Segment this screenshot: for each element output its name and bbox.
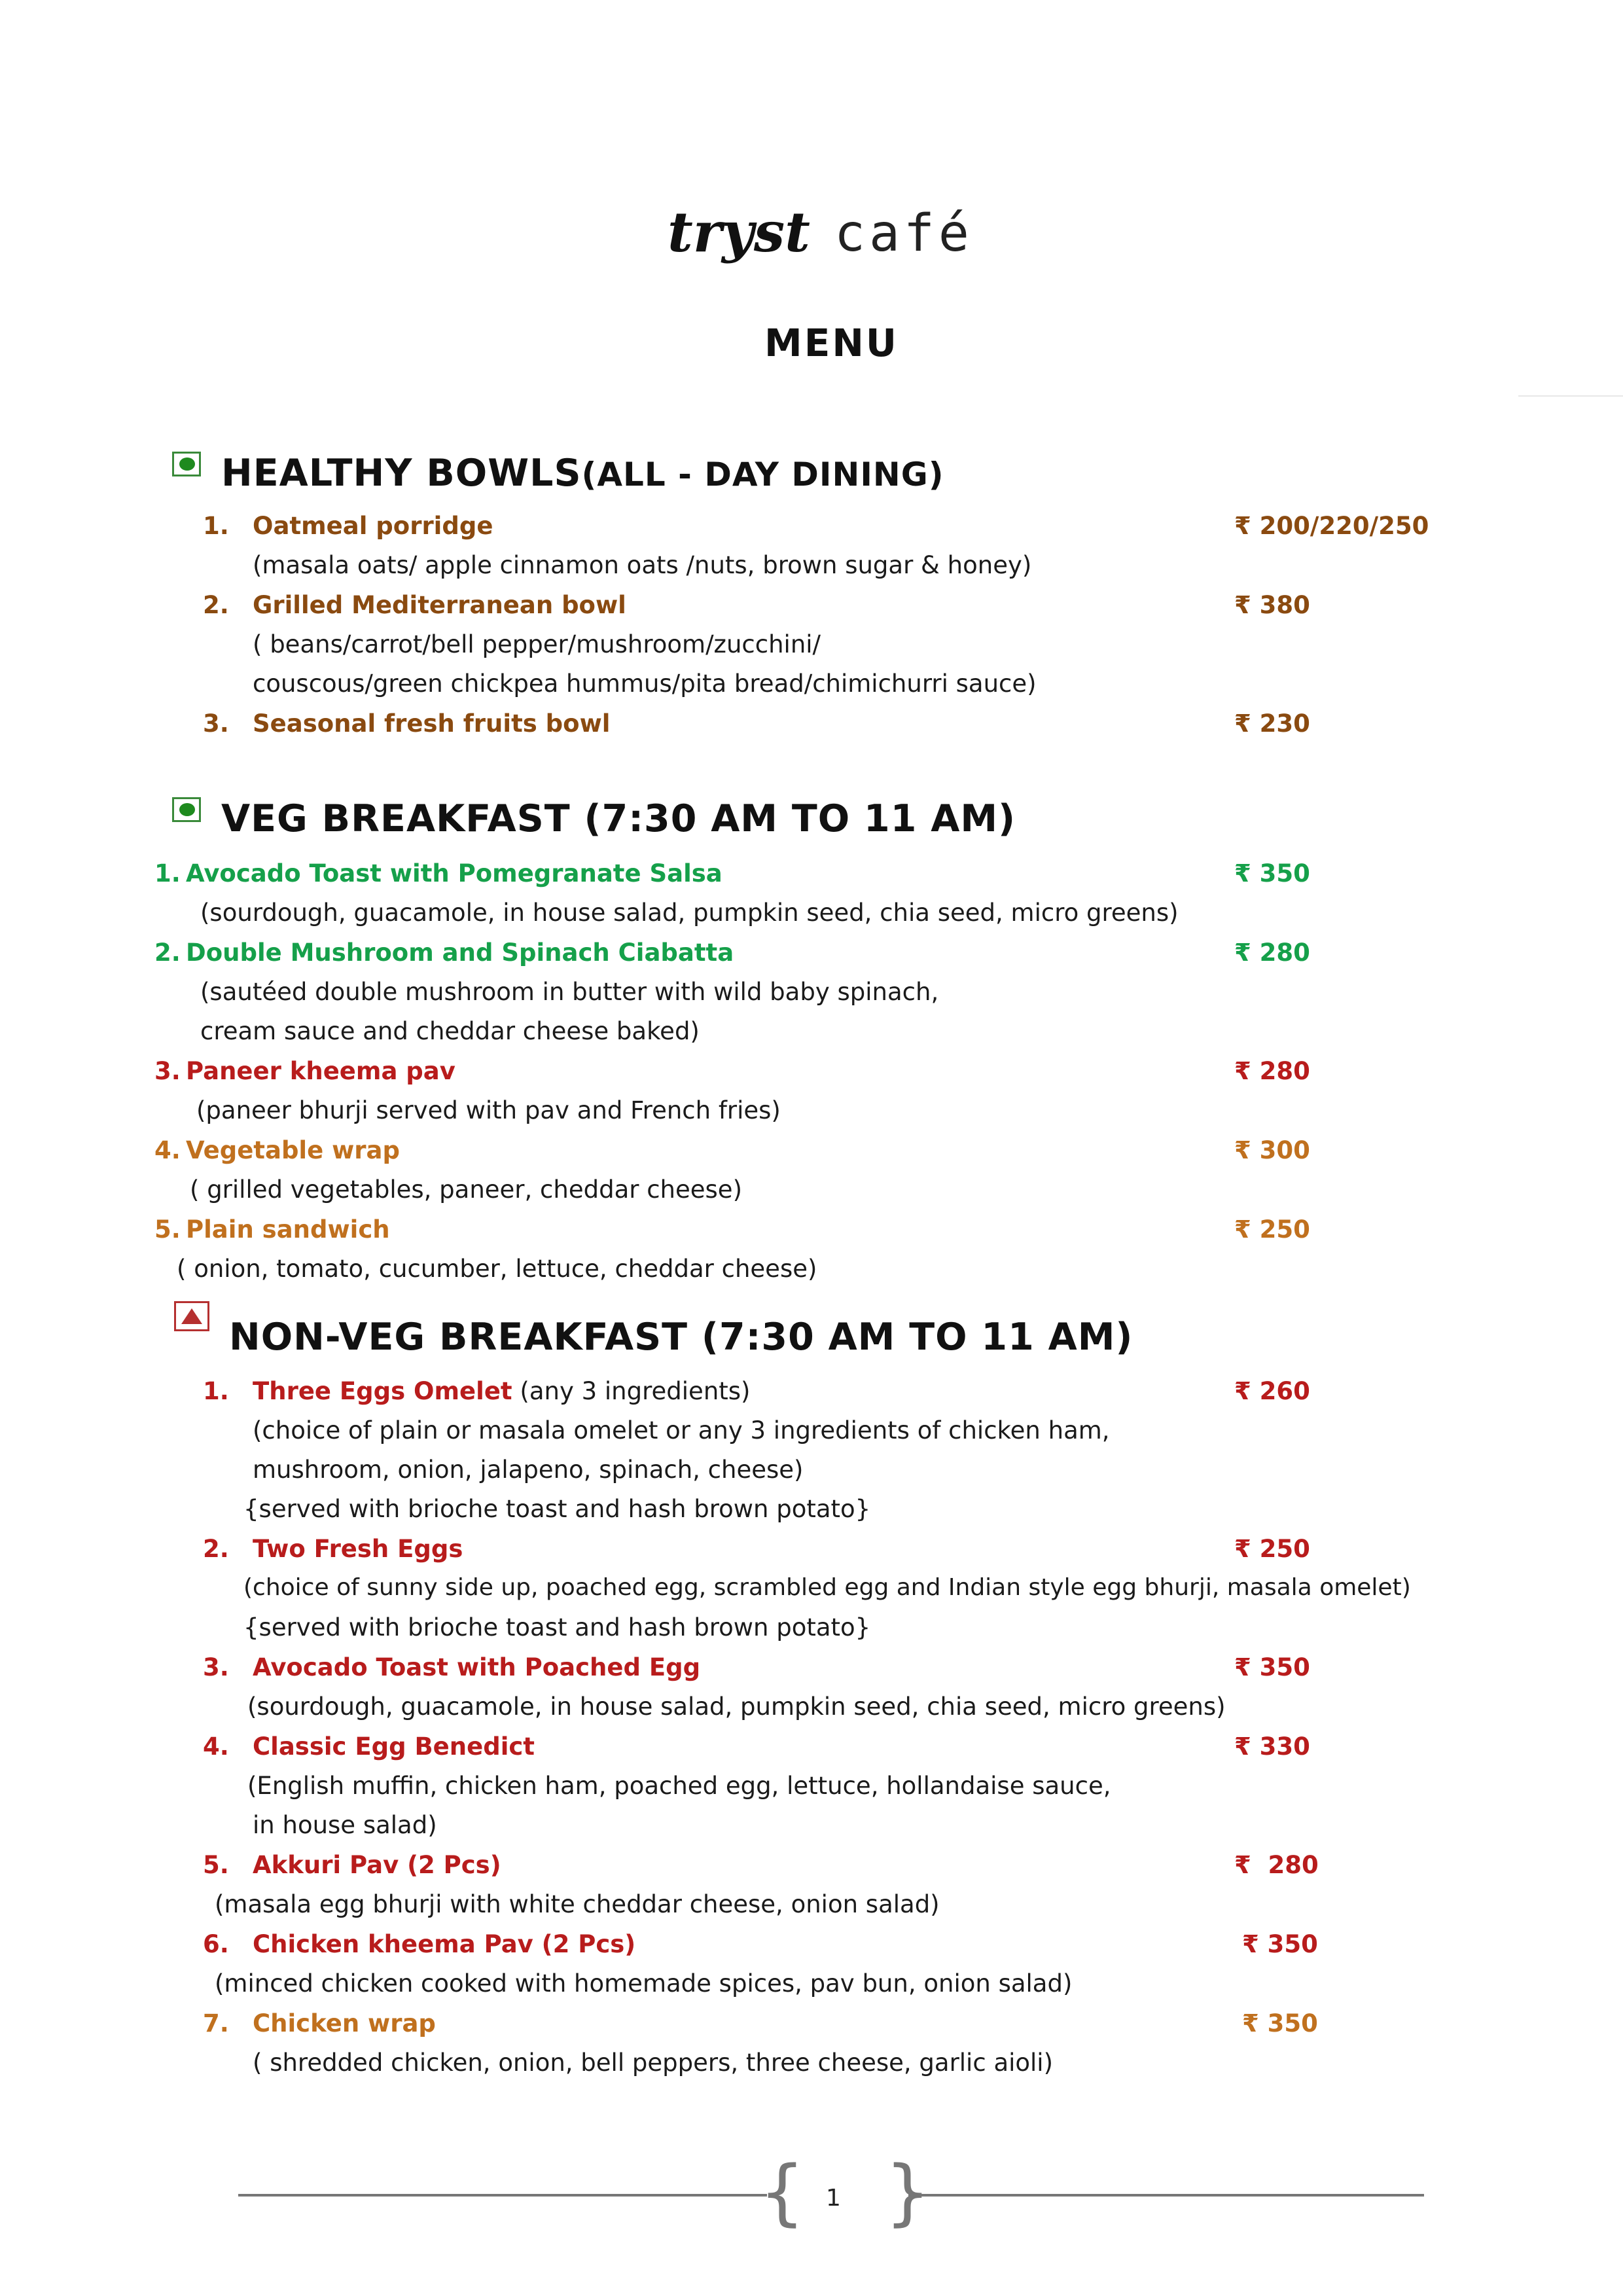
item-price: ₹ 200/220/250 [1234, 512, 1429, 540]
item-name: Grilled Mediterranean bowl [253, 591, 626, 619]
veg-symbol-icon [172, 452, 201, 476]
section-title-healthy-bowls [221, 452, 944, 495]
item-price: ₹ 350 [1234, 1653, 1310, 1681]
item-number: 5. [154, 1215, 181, 1244]
item-description: ( grilled vegetables, paneer, cheddar cheese) [190, 1175, 743, 1204]
item-number: 1. [154, 859, 181, 888]
item-description: in house salad) [253, 1811, 437, 1839]
item-price: ₹ 350 [1234, 859, 1310, 888]
item-description: ( shredded chicken, onion, bell peppers, three cheese, garlic aioli) [253, 2049, 1054, 2077]
brand-name-mono: café [834, 204, 973, 263]
item-number: 1. [203, 512, 229, 540]
item-price: ₹ 380 [1234, 591, 1310, 619]
menu-title: MENU [764, 321, 899, 365]
non-veg-symbol-icon [174, 1301, 209, 1331]
item-price: ₹ 250 [1234, 1215, 1310, 1244]
section-title-veg-breakfast: VEG BREAKFAST (7:30 AM TO 11 AM) [221, 797, 1016, 840]
item-name: Akkuri Pav (2 Pcs) [253, 1851, 501, 1879]
item-description: (English muffin, chicken ham, poached egg, lettuce, hollandaise sauce, [247, 1772, 1111, 1800]
item-number: 2. [203, 591, 229, 619]
item-price: ₹ 300 [1234, 1136, 1310, 1164]
item-number: 3. [203, 1653, 229, 1681]
item-description: {served with brioche toast and hash brown potato} [243, 1613, 871, 1641]
item-price: ₹ 250 [1234, 1535, 1310, 1563]
item-number: 4. [203, 1732, 229, 1761]
item-name: Chicken wrap [253, 2009, 436, 2037]
right-brace-icon: } [885, 2150, 931, 2234]
item-price: ₹ 330 [1234, 1732, 1310, 1761]
section-title-non-veg-breakfast: NON-VEG BREAKFAST (7:30 AM TO 11 AM) [229, 1316, 1133, 1359]
item-description: (masala oats/ apple cinnamon oats /nuts, brown sugar & honey) [253, 551, 1032, 579]
item-name: Double Mushroom and Spinach Ciabatta [186, 939, 734, 967]
item-name: Avocado Toast with Pomegranate Salsa [186, 859, 722, 888]
item-name: Chicken kheema Pav (2 Pcs) [253, 1930, 636, 1958]
item-description: cream sauce and cheddar cheese baked) [200, 1017, 700, 1045]
item-price: ₹ 350 [1242, 1930, 1318, 1958]
item-number: 1. [203, 1377, 229, 1405]
item-price: ₹ 230 [1234, 709, 1310, 738]
item-description: (paneer bhurji served with pav and French fries) [196, 1096, 781, 1124]
item-number: 7. [203, 2009, 229, 2037]
page-number: 1 [826, 2185, 841, 2212]
footer-line-right [908, 2194, 1424, 2197]
divider [1518, 395, 1623, 397]
item-description: (minced chicken cooked with homemade spices, pav bun, onion salad) [215, 1969, 1073, 1998]
left-brace-icon: { [759, 2150, 805, 2234]
item-name: Three Eggs Omelet [253, 1377, 512, 1405]
item-name: Vegetable wrap [186, 1136, 400, 1164]
item-number: 2. [154, 939, 181, 967]
item-name: Seasonal fresh fruits bowl [253, 709, 611, 738]
item-price: ₹ 260 [1234, 1377, 1310, 1405]
item-description: (sourdough, guacamole, in house salad, pumpkin seed, chia seed, micro greens) [247, 1693, 1226, 1721]
item-name: Classic Egg Benedict [253, 1732, 535, 1761]
item-name: Two Fresh Eggs [253, 1535, 463, 1563]
item-number: 3. [203, 709, 229, 738]
item-number: 5. [203, 1851, 229, 1879]
item-description: (choice of plain or masala omelet or any 3 ingredients of chicken ham, [253, 1416, 1110, 1444]
item-description: ( beans/carrot/bell pepper/mushroom/zucchini/ [253, 630, 821, 658]
item-description: (sautéed double mushroom in butter with wild baby spinach, [200, 978, 939, 1006]
item-description: {served with brioche toast and hash brown potato} [243, 1495, 871, 1523]
item-note: (any 3 ingredients) [512, 1377, 751, 1405]
item-name: Avocado Toast with Poached Egg [253, 1653, 701, 1681]
veg-symbol-icon [172, 797, 201, 822]
item-description: (choice of sunny side up, poached egg, scrambled egg and Indian style egg bhurji, masala omelet) [243, 1574, 1411, 1601]
item-description: ( onion, tomato, cucumber, lettuce, cheddar cheese) [177, 1255, 817, 1283]
item-description: couscous/green chickpea hummus/pita bread/chimichurri sauce) [253, 670, 1037, 698]
footer-line-left [238, 2194, 767, 2197]
item-number: 6. [203, 1930, 229, 1958]
item-description: mushroom, onion, jalapeno, spinach, cheese) [253, 1456, 804, 1484]
item-name: Oatmeal porridge [253, 512, 493, 540]
item-price: ₹ 280 [1234, 939, 1310, 967]
item-title-row [253, 1377, 750, 1405]
section-heading: HEALTHY BOWLS [221, 452, 582, 495]
brand-name-script: tryst [668, 200, 810, 264]
item-number: 4. [154, 1136, 181, 1164]
item-name: Plain sandwich [186, 1215, 390, 1244]
item-description: (masala egg bhurji with white cheddar cheese, onion salad) [215, 1890, 940, 1918]
item-price: ₹ 280 [1234, 1851, 1319, 1879]
item-description: (sourdough, guacamole, in house salad, pumpkin seed, chia seed, micro greens) [200, 899, 1179, 927]
item-price: ₹ 280 [1234, 1057, 1310, 1085]
item-name: Paneer kheema pav [186, 1057, 455, 1085]
item-number: 3. [154, 1057, 181, 1085]
section-subheading: (ALL - DAY DINING) [581, 456, 944, 493]
item-number: 2. [203, 1535, 229, 1563]
item-price: ₹ 350 [1242, 2009, 1318, 2037]
